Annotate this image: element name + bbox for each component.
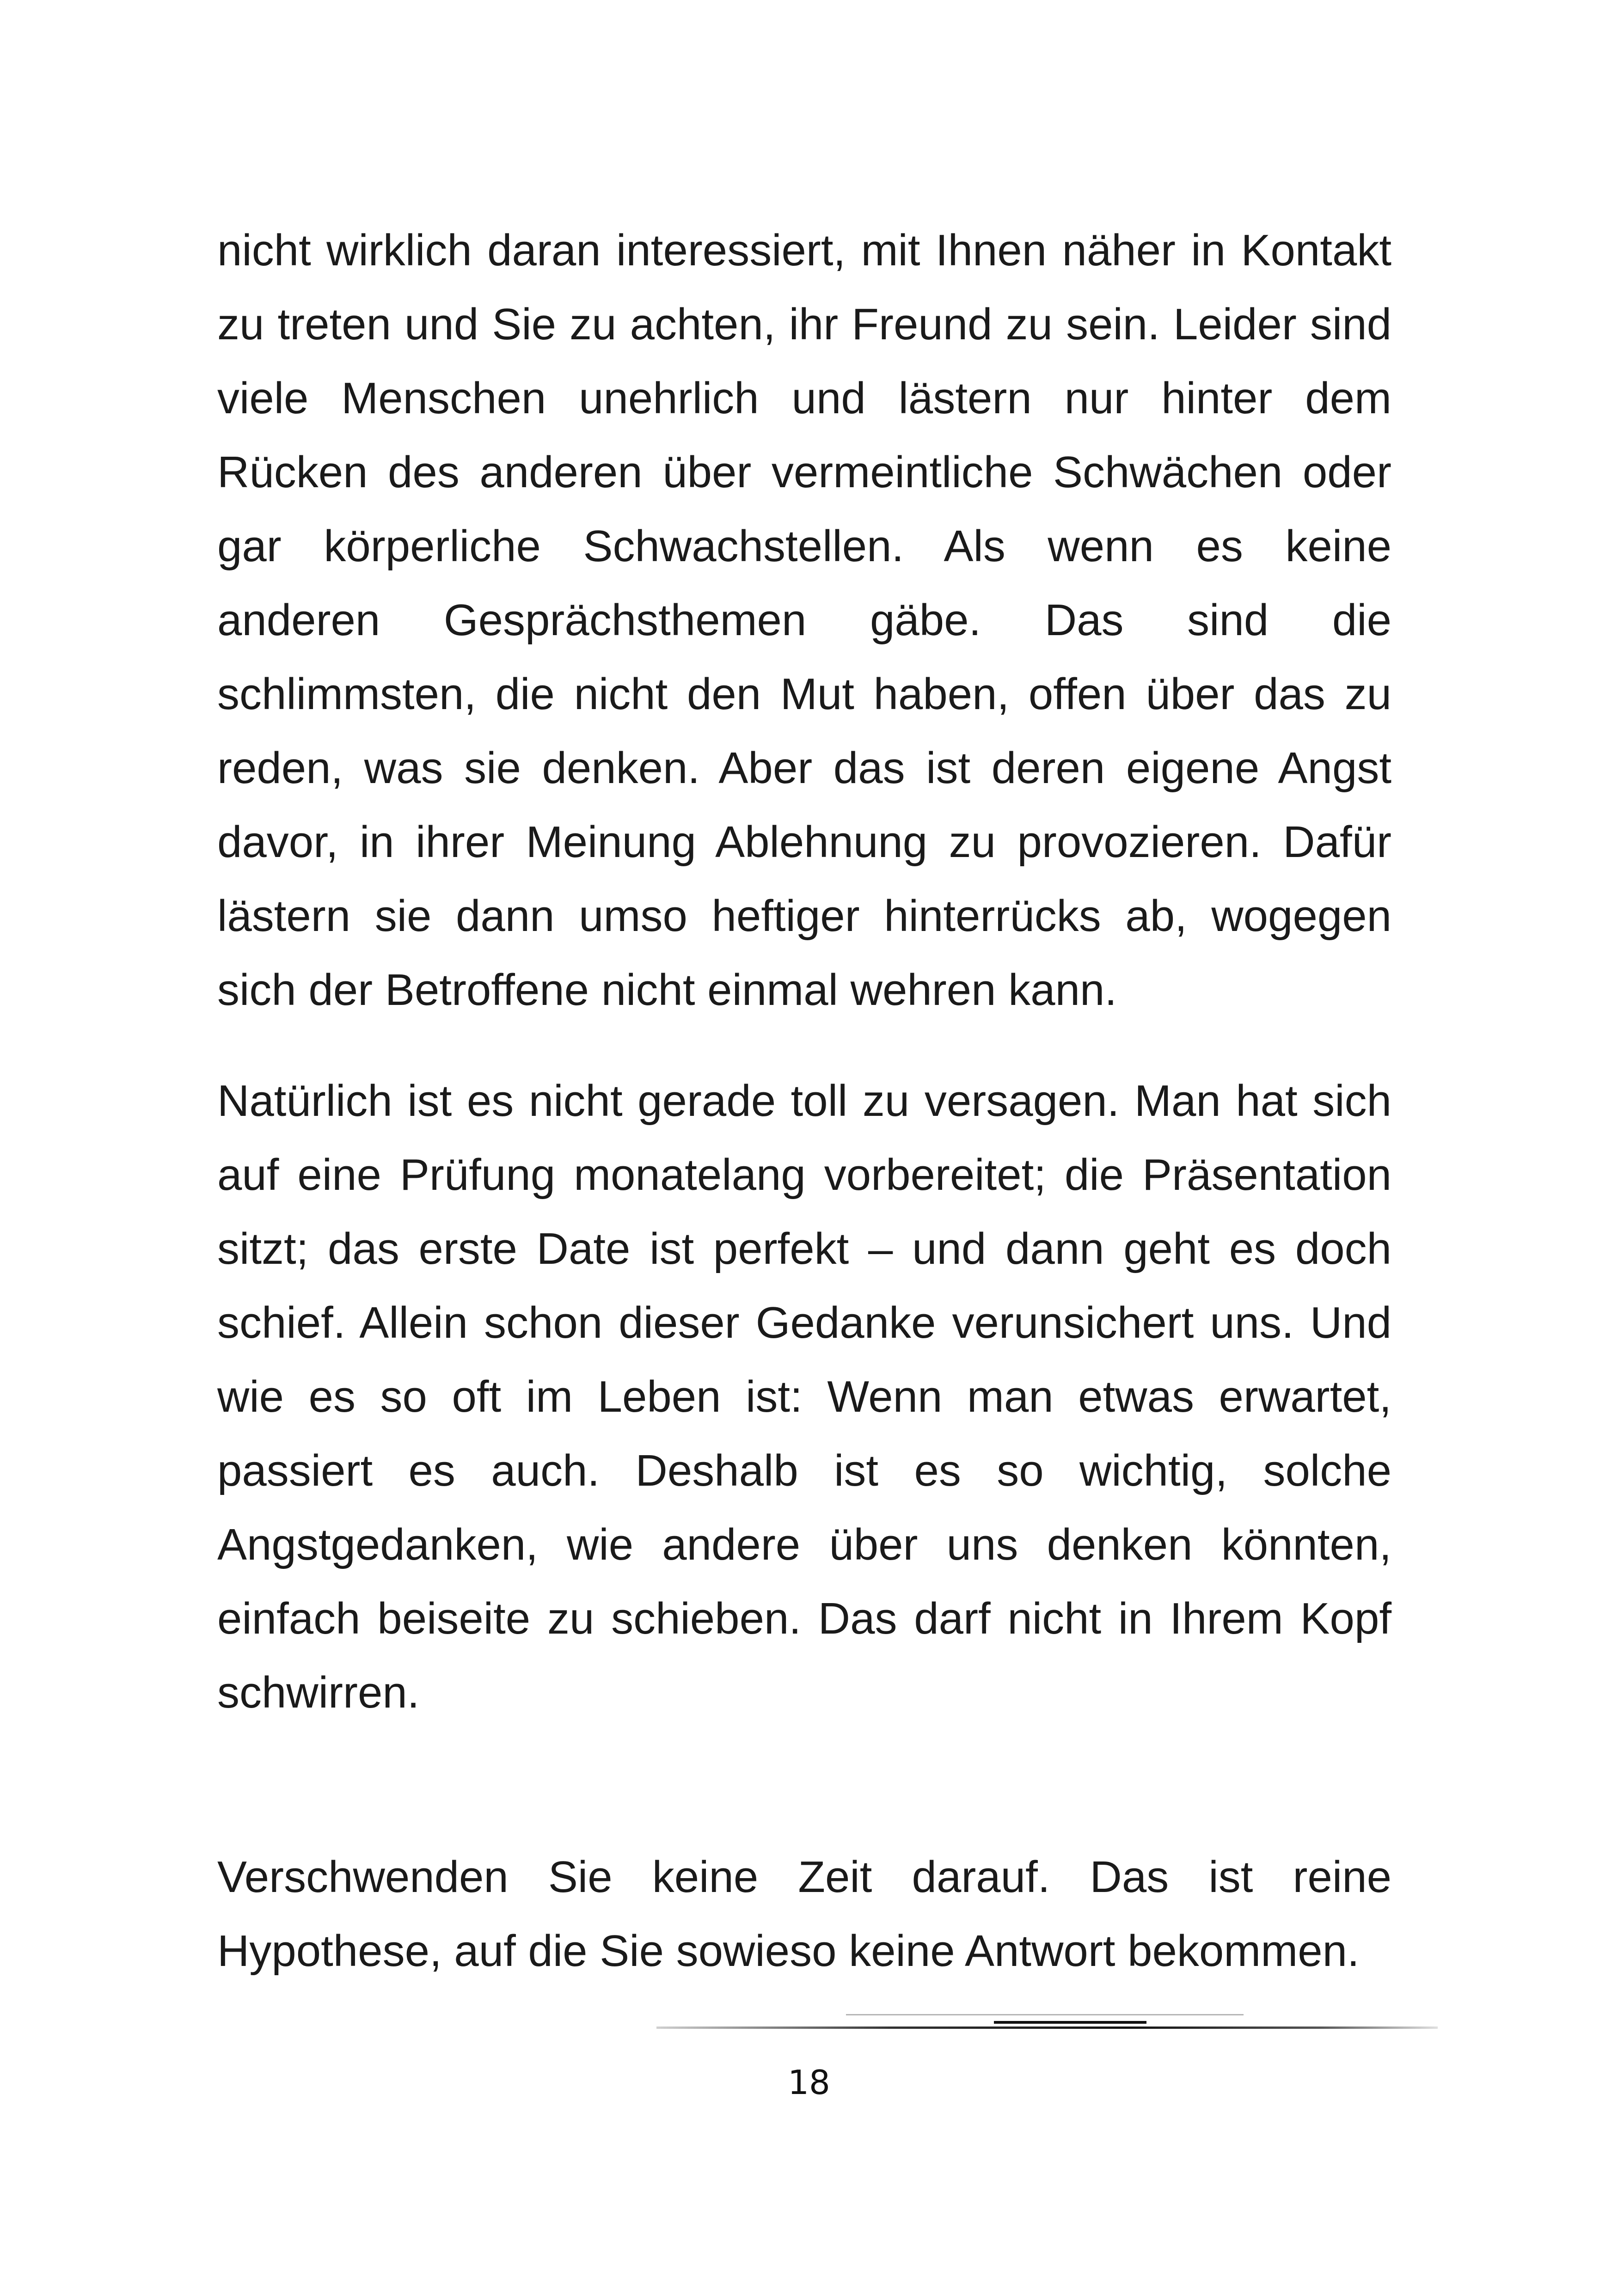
text-line: schief. Allein schon dieser Gedanke verunsichert uns. Und (217, 1298, 1391, 1347)
text-line: schwirren. (217, 1668, 420, 1717)
text-line: einfach beiseite zu schieben. Das darf nicht in Ihrem Kopf (217, 1594, 1391, 1643)
text-line: passiert es auch. Deshalb ist es so wichtig, solche (217, 1446, 1391, 1495)
text-line: Rücken des anderen über vermeintliche Schwächen oder (217, 447, 1391, 497)
text-line: Verschwenden Sie keine Zeit darauf. Das ist reine (217, 1852, 1391, 1902)
page-number: 18 (788, 2063, 830, 2102)
text-line: sitzt; das erste Date ist perfekt – und dann geht es doch (217, 1224, 1391, 1274)
text-line: nicht wirklich daran interessiert, mit Ihnen näher in Kontakt (217, 226, 1391, 275)
text-line: Natürlich ist es nicht gerade toll zu versagen. Man hat sich (217, 1076, 1391, 1126)
text-line: reden, was sie denken. Aber das ist deren eigene Angst (217, 743, 1391, 793)
text-line: sich der Betroffene nicht einmal wehren kann. (217, 965, 1117, 1015)
text-line: Hypothese, auf die Sie sowieso keine Antwort bekommen. (217, 1926, 1360, 1976)
text-line: wie es so oft im Leben ist: Wenn man etwas erwartet, (217, 1372, 1391, 1421)
text-line: viele Menschen unehrlich und lästern nur hinter dem (217, 373, 1391, 423)
footer-divider (656, 2027, 1438, 2029)
body-paragraph (217, 1064, 1391, 1730)
footer-divider (994, 2021, 1146, 2024)
body-paragraph (217, 1840, 1391, 1988)
text-line: zu treten und Sie zu achten, ihr Freund zu sein. Leider sind (217, 300, 1391, 349)
text-line: anderen Gesprächsthemen gäbe. Das sind die (217, 595, 1391, 645)
footer-divider (846, 2014, 1244, 2015)
body-paragraph (217, 214, 1391, 1027)
text-line: auf eine Prüfung monatelang vorbereitet; die Präsentation (217, 1150, 1391, 1200)
text-line: gar körperliche Schwachstellen. Als wenn es keine (217, 521, 1391, 571)
text-line: lästern sie dann umso heftiger hinterrücks ab, wogegen (217, 891, 1391, 941)
text-line: Angstgedanken, wie andere über uns denken könnten, (217, 1520, 1391, 1569)
text-line: davor, in ihrer Meinung Ablehnung zu provozieren. Dafür (217, 817, 1391, 867)
text-line: schlimmsten, die nicht den Mut haben, offen über das zu (217, 669, 1391, 719)
